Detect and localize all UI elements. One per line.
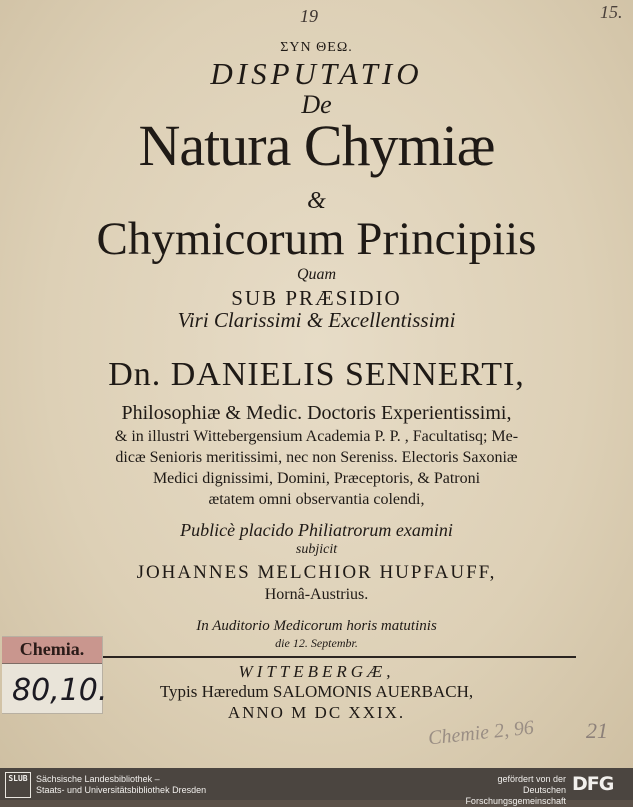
title-line-1: Natura Chymiæ (138, 113, 495, 178)
sub-praesidio: SUB PRÆSIDIO (231, 286, 402, 310)
corner-number: 15. (600, 2, 623, 22)
publice-line: Publicè placido Philiatrorum examini (180, 520, 453, 540)
ampersand: & (307, 188, 326, 214)
text-line-4: Medici dignissimi, Domini, Præceptoris, & Patroni (152, 470, 481, 487)
funding-credit[interactable] (440, 774, 566, 807)
subjicit-word: subjicit (295, 542, 338, 557)
library-line-2: Staats- und Universitätsbibliothek Dresden (36, 785, 207, 795)
folio-mark: 19 (300, 6, 318, 26)
shelf-label (2, 636, 108, 714)
viri-line: Viri Clarissimi & Excellentissimi (177, 308, 456, 332)
respondent-origin: Hornâ-Austrius. (264, 586, 369, 603)
text-line-1: Philosophiæ & Medic. Doctoris Experientissimi, (121, 402, 512, 424)
dfg-logo-icon[interactable]: DFG (572, 773, 614, 795)
imprint-year: ANNO M DC XXIX. (227, 703, 406, 722)
imprint-printer: Typis Hæredum SALOMONIS AUERBACH, (159, 682, 474, 701)
handwritten-number: 21 (586, 718, 608, 743)
shelf-label-signature: 80,10. (12, 673, 108, 708)
library-credit[interactable] (36, 774, 206, 796)
de-word: De (301, 90, 332, 119)
library-line-1: Sächsische Landesbibliothek – (36, 774, 160, 784)
disputatio-heading: DISPUTATIO (210, 56, 423, 91)
funding-line-1: gefördert von der (497, 774, 566, 784)
handwritten-note: Chemie 2, 96 (427, 716, 535, 750)
imprint-place: WITTEBERGÆ, (238, 662, 395, 681)
text-line-5: ætatem omni observantia colendi, (208, 491, 425, 508)
viewer-footer (0, 768, 633, 806)
greek-header: ΣΥΝ ΘΕΩ. (280, 40, 353, 55)
praeses-name: Dn. DANIELIS SENNERTI, (108, 356, 525, 393)
auditorio-line: In Auditorio Medicorum horis matutinis (196, 618, 437, 634)
quam-word: Quam (296, 266, 337, 283)
shelf-label-title: Chemia. (19, 639, 85, 659)
text-line-3: dicæ Senioris meritissimi, nec non Sereniss. Electoris Saxoniæ (115, 449, 518, 466)
funding-line-2: Deutschen Forschungsgemeinschaft (465, 785, 566, 806)
imprint-divider (100, 656, 576, 658)
date-line: die 12. Septembr. (275, 636, 358, 650)
title-line-2: Chymicorum Principiis (96, 213, 537, 265)
text-line-2: & in illustri Wittebergensium Academia P. P. , Facultatisq; Me- (114, 428, 519, 445)
slub-logo-icon[interactable]: SLUB (5, 772, 31, 798)
respondent-name: JOHANNES MELCHIOR HUPFAUFF, (136, 562, 497, 583)
shelf-label-rule (2, 663, 102, 664)
